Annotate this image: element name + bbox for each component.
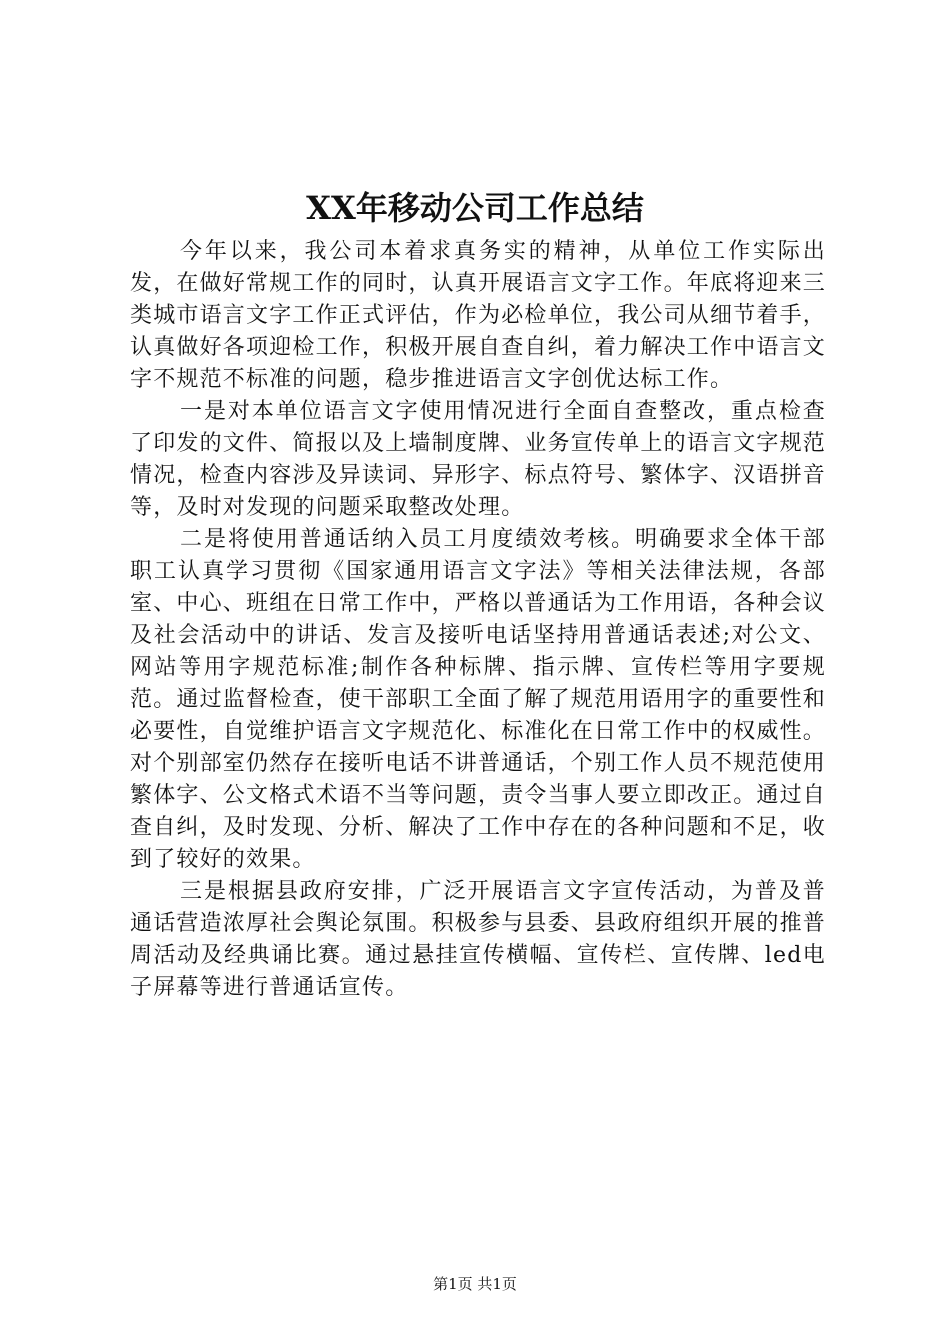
paragraph-point-one: 一是对本单位语言文字使用情况进行全面自查整改，重点检查了印发的文件、简报以及上墙制度牌、业务宣传单上的语言文字规范情况，检查内容涉及异读词、异形字、标点符号、繁体字、汉语拼音等，及时对发现的问题采取整改处理。 [130, 399, 827, 520]
page-number-footer: 第1页 共1页 [433, 1275, 517, 1293]
document-body [130, 236, 826, 1004]
paragraph-point-three: 三是根据县政府安排，广泛开展语言文字宣传活动，为普及普通话营造浓厚社会舆论氛围。积极参与县委、县政府组织开展的推普周活动及经典诵比赛。通过悬挂宣传横幅、宣传栏、宣传牌、led电子屏幕等进行普通话宣传。 [130, 879, 827, 1000]
paragraph-point-two: 二是将使用普通话纳入员工月度绩效考核。明确要求全体干部职工认真学习贯彻《国家通用语言文字法》等相关法律法规，各部室、中心、班组在日常工作中，严格以普通话为工作用语，各种会议及社会活动中的讲话、发言及接听电话坚持用普通话表述;对公文、网站等用字规范标准;制作各种标牌、指示牌、宣传栏等用字要规范。通过监督检查，使干部职工全面了解了规范用语用字的重要性和必要性，自觉维护语言文字规范化、标准化在日常工作中的权威性。对个别部室仍然存在接听电话不讲普通话，个别工作人员不规范使用繁体字、公文格式术语不当等问题，责令当事人要立即改正。通过自查自纠，及时发现、分析、解决了工作中存在的各种问题和不足，收到了较好的效果。 [130, 527, 827, 872]
paragraph-intro: 今年以来，我公司本着求真务实的精神，从单位工作实际出发，在做好常规工作的同时，认真开展语言文字工作。年底将迎来三类城市语言文字工作正式评估，作为必检单位，我公司从细节着手，认真做好各项迎检工作，积极开展自查自纠，着力解决工作中语言文字不规范不标准的问题，稳步推进语言文字创优达标工作。 [130, 239, 827, 392]
document-title: XX年移动公司工作总结 [306, 189, 644, 227]
